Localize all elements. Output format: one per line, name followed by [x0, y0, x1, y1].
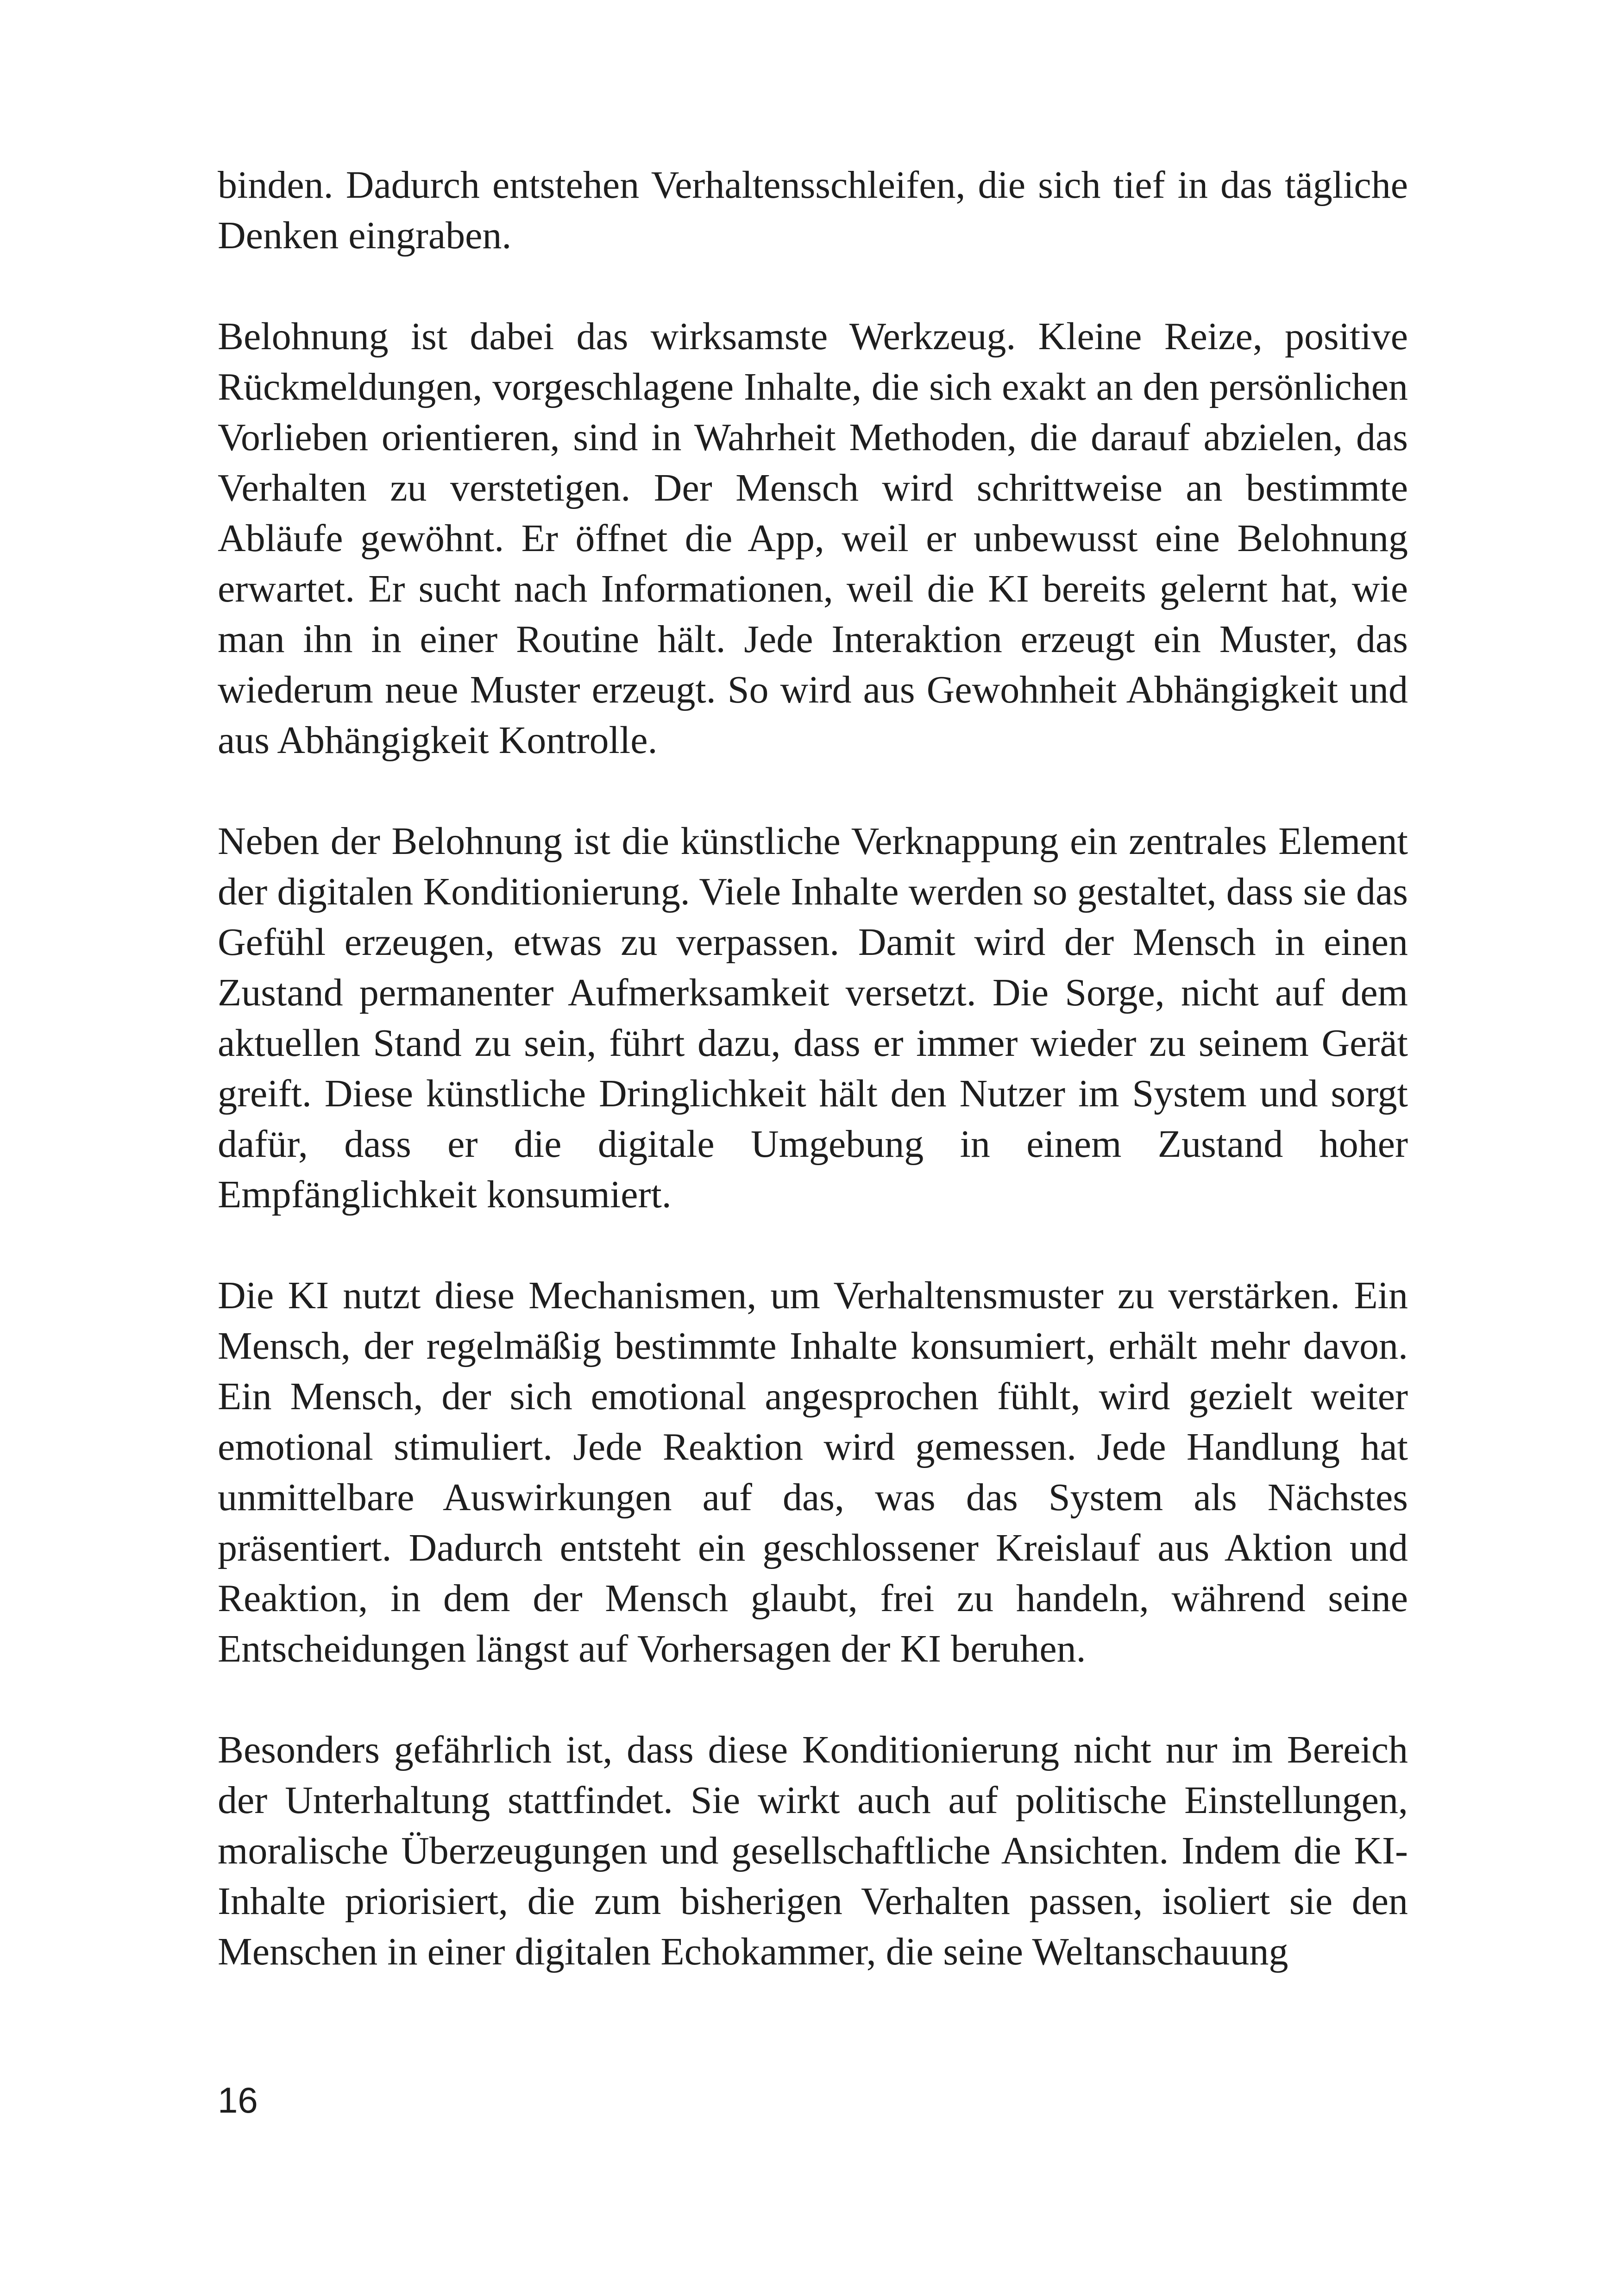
page-number: 16	[218, 2080, 258, 2120]
paragraph-5: Besonders gefährlich ist, dass diese Konditionierung nicht nur im Bereich der Unterhaltung stattfindet. Sie wirkt auch auf politische Einstellungen, moralische Überzeugungen und gesellschaftliche Ansichten. Indem die KI-Inhalte priorisiert, die zum bisherigen Verhalten passen, isoliert sie den Menschen in einer digitalen Echokammer, die seine Weltanschauung	[218, 1728, 1408, 1973]
paragraph-3: Neben der Belohnung ist die künstliche Verknappung ein zentrales Element der digitalen Konditionierung. Viele Inhalte werden so gestaltet, dass sie das Gefühl erzeugen, etwas zu verpassen. Damit wird der Mensch in einen Zustand permanenter Aufmerksamkeit versetzt. Die Sorge, nicht auf dem aktuellen Stand zu sein, führt dazu, dass er immer wieder zu seinem Gerät greift. Diese künstliche Dringlichkeit hält den Nutzer im System und sorgt dafür, dass er die digitale Umgebung in einem Zustand hoher Empfänglichkeit konsumiert.	[218, 820, 1408, 1216]
paragraph-1: binden. Dadurch entstehen Verhaltensschleifen, die sich tief in das tägliche Denken eingraben.	[218, 163, 1408, 257]
paragraph-2: Belohnung ist dabei das wirksamste Werkzeug. Kleine Reize, positive Rückmeldungen, vorgeschlagene Inhalte, die sich exakt an den persönlichen Vorlieben orientieren, sind in Wahrheit Methoden, die darauf abzielen, das Verhalten zu verstetigen. Der Mensch wird schrittweise an bestimmte Abläufe gewöhnt. Er öffnet die App, weil er unbewusst eine Belohnung erwartet. Er sucht nach Informationen, weil die KI bereits gelernt hat, wie man ihn in einer Routine hält. Jede Interaktion erzeugt ein Muster, das wiederum neue Muster erzeugt. So wird aus Gewohnheit Abhängigkeit und aus Abhängigkeit Kontrolle.	[218, 315, 1408, 762]
paragraph-4: Die KI nutzt diese Mechanismen, um Verhaltensmuster zu verstärken. Ein Mensch, der regelmäßig bestimmte Inhalte konsumiert, erhält mehr davon. Ein Mensch, der sich emotional angesprochen fühlt, wird gezielt weiter emotional stimuliert. Jede Reaktion wird gemessen. Jede Handlung hat unmittelbare Auswirkungen auf das, was das System als Nächstes präsentiert. Dadurch entsteht ein geschlossener Kreislauf aus Aktion und Reaktion, in dem der Mensch glaubt, frei zu handeln, während seine Entscheidungen längst auf Vorhersagen der KI beruhen.	[218, 1274, 1408, 1670]
body-text	[218, 160, 1408, 1977]
